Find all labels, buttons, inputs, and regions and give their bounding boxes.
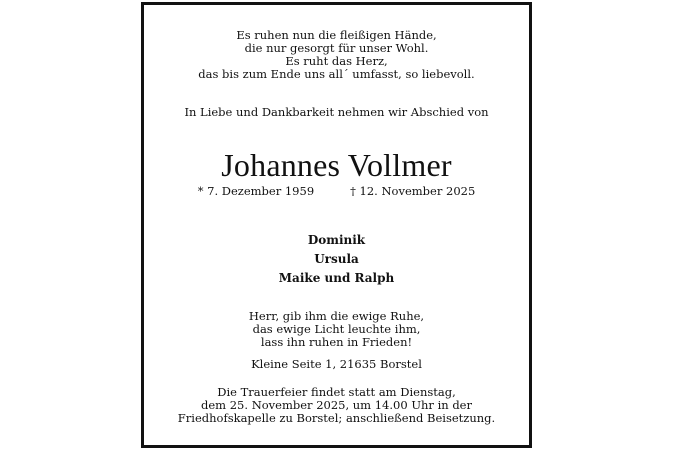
prayer-line: das ewige Licht leuchte ihm, — [252, 322, 421, 336]
poem-line: die nur gesorgt für unser Wohl. — [244, 41, 429, 55]
life-dates — [144, 185, 529, 198]
deceased-name: Johannes Vollmer — [221, 147, 452, 183]
mourner-name: Ursula — [314, 252, 359, 266]
intro-text: In Liebe und Dankbarkeit nehmen wir Abschied von — [184, 105, 489, 119]
poem-line: Es ruht das Herz, — [285, 54, 388, 68]
obituary-notice — [141, 2, 532, 448]
prayer — [144, 310, 529, 349]
prayer-line: Herr, gib ihm die ewige Ruhe, — [248, 309, 425, 323]
address: Kleine Seite 1, 21635 Borstel — [251, 357, 422, 371]
service-line: dem 25. November 2025, um 14.00 Uhr in der — [201, 398, 472, 412]
death-date: † 12. November 2025 — [350, 184, 476, 198]
mourners — [144, 231, 529, 288]
birth-date: * 7. Dezember 1959 — [197, 184, 315, 198]
poem-line: Es ruhen nun die fleißigen Hände, — [236, 28, 437, 42]
service-line: Friedhofskapelle zu Borstel; anschließend Beisetzung. — [177, 411, 496, 425]
poem — [144, 29, 529, 81]
funeral-service-info — [144, 386, 529, 425]
service-line: Die Trauerfeier findet statt am Dienstag, — [217, 385, 456, 399]
prayer-line: lass ihn ruhen in Frieden! — [260, 335, 413, 349]
poem-line: das bis zum Ende uns all´ umfasst, so liebevoll. — [198, 67, 475, 81]
mourner-name: Dominik — [307, 233, 366, 247]
mourner-name: Maike und Ralph — [278, 271, 395, 285]
